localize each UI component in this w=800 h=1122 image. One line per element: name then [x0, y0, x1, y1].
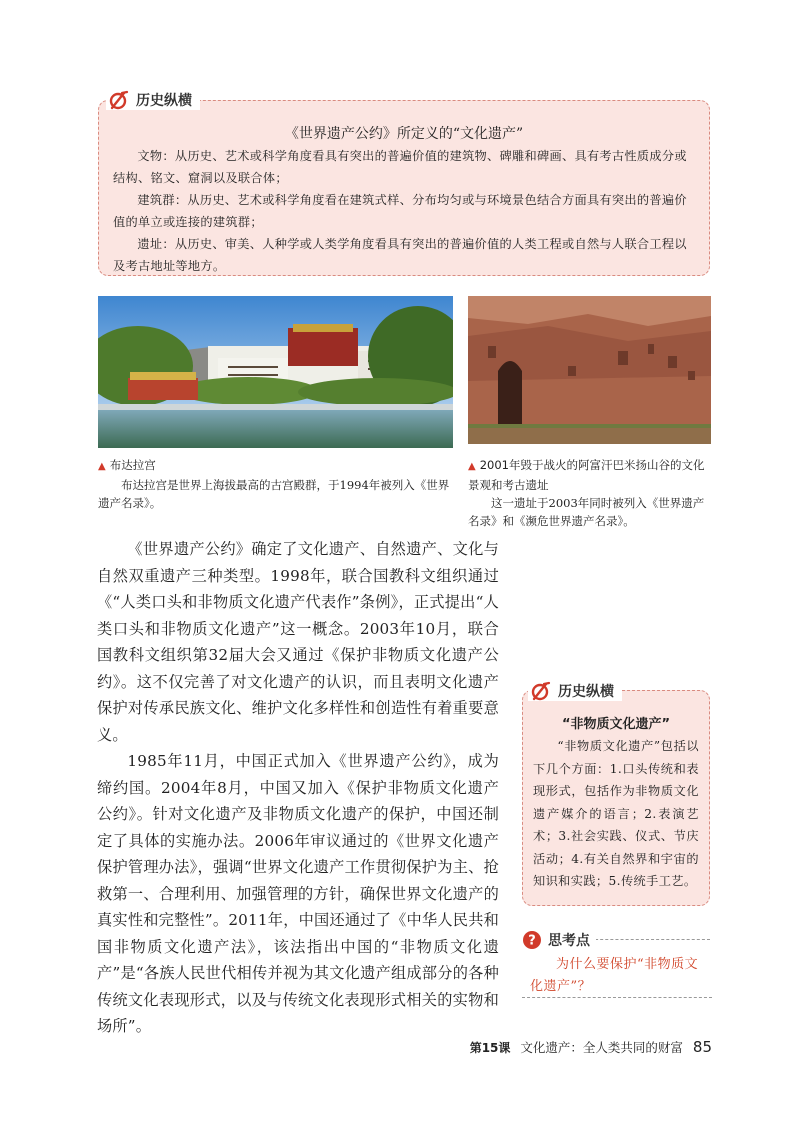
- panel-body: “非物质文化遗产”包括以下几个方面：1.口头传统和表现形式，包括作为非物质文化遗产媒介的语言；2.表演艺术；3.社会实践、仪式、节庆活动；4.有关自然界和宇宙的知识和实践；5.传统手工艺。: [533, 739, 699, 888]
- history-icon: [108, 90, 130, 110]
- potala-palace-photo: [98, 296, 453, 448]
- panel-body: [113, 145, 695, 277]
- svg-text:?: ?: [528, 933, 536, 949]
- panel-title: 《世界遗产公约》所定义的“文化遗产”: [284, 126, 524, 142]
- think-label: 思考点: [548, 930, 596, 950]
- history-badge: [106, 90, 200, 110]
- bamiyan-caption: [468, 456, 714, 530]
- triangle-icon: ▲: [98, 461, 106, 472]
- badge-label: 历史纵横: [136, 93, 192, 109]
- question-icon: [522, 930, 542, 950]
- triangle-icon: ▲: [468, 461, 476, 472]
- definition-relics: 文物：从历史、艺术或科学角度看具有突出的普遍价值的建筑物、碑雕和碑画、具有考古性质成分或结构、铭文、窟洞以及联合体；: [113, 149, 687, 185]
- caption-desc: 布达拉宫是世界上海拔最高的古宫殿群，于1994年被列入《世界遗产名录》。: [98, 478, 450, 510]
- caption-desc: 这一遗址于2003年同时被列入《世界遗产名录》和《濒危世界遗产名录》。: [468, 496, 705, 528]
- history-icon: [530, 681, 552, 701]
- divider: [522, 997, 712, 998]
- main-text: [97, 536, 499, 1040]
- history-panel-intangible-heritage: [522, 690, 710, 906]
- think-question: 为什么要保护“非物质文化遗产”？: [530, 957, 699, 994]
- caption-title: 布达拉宫: [109, 458, 156, 472]
- page-number: 85: [692, 1038, 712, 1056]
- paragraph-1: 《世界遗产公约》确定了文化遗产、自然遗产、文化与自然双重遗产三种类型。1998年，联合国教科文组织通过《“人类口头和非物质文化遗产代表作”条例》，正式提出“人类口头和非物质文化遗产”这一概念。2003年10月，联合国教科文组织第32届大会又通过《保护非物质文化遗产公约》。这不仅完善了对文化遗产的认识，而且表明文化遗产保护对传承民族文化、维护文化多样性和创造性有着重要意义。: [97, 540, 499, 744]
- page-footer: [470, 1038, 712, 1056]
- think-point-header: [522, 930, 712, 950]
- potala-caption: [98, 456, 458, 512]
- definition-buildings: 建筑群：从历史、艺术或科学角度看在建筑式样、分布均匀或与环境景色结合方面具有突出的普遍价值的单立或连接的建筑群；: [113, 193, 687, 229]
- panel-title: “非物质文化遗产”: [561, 717, 671, 732]
- bamiyan-valley-photo: [468, 296, 711, 444]
- history-badge: [528, 681, 622, 701]
- lesson-number: 第15课: [469, 1041, 511, 1055]
- paragraph-2: 1985年11月，中国正式加入《世界遗产公约》，成为缔约国。2004年8月，中国又加入《保护非物质文化遗产公约》。针对文化遗产及非物质文化遗产的保护，中国还制定了具体的实施办法。2006年审议通过的《世界文化遗产保护管理办法》，强调“世界文化遗产工作贯彻保护为主、抢救第一、合理利用、加强管理的方针，确保世界文化遗产的真实性和完整性”。2011年，中国还通过了《中华人民共和国非物质文化遗产法》，该法指出中国的“非物质文化遗产”是“各族人民世代相传并视为其文化遗产组成部分的各种传统文化表现形式，以及与传统文化表现形式相关的实物和场所”。: [97, 752, 499, 1035]
- badge-label: 历史纵横: [558, 684, 614, 700]
- caption-title: 2001年毁于战火的阿富汗巴米扬山谷的文化景观和考古遗址: [468, 458, 705, 492]
- lesson-title: 文化遗产：全人类共同的财富: [520, 1040, 683, 1055]
- history-panel-world-heritage: [98, 100, 710, 276]
- definition-sites: 遗址：从历史、审美、人种学或人类学角度看具有突出的普遍价值的人类工程或自然与人联合工程以及考古地址等地方。: [113, 237, 687, 273]
